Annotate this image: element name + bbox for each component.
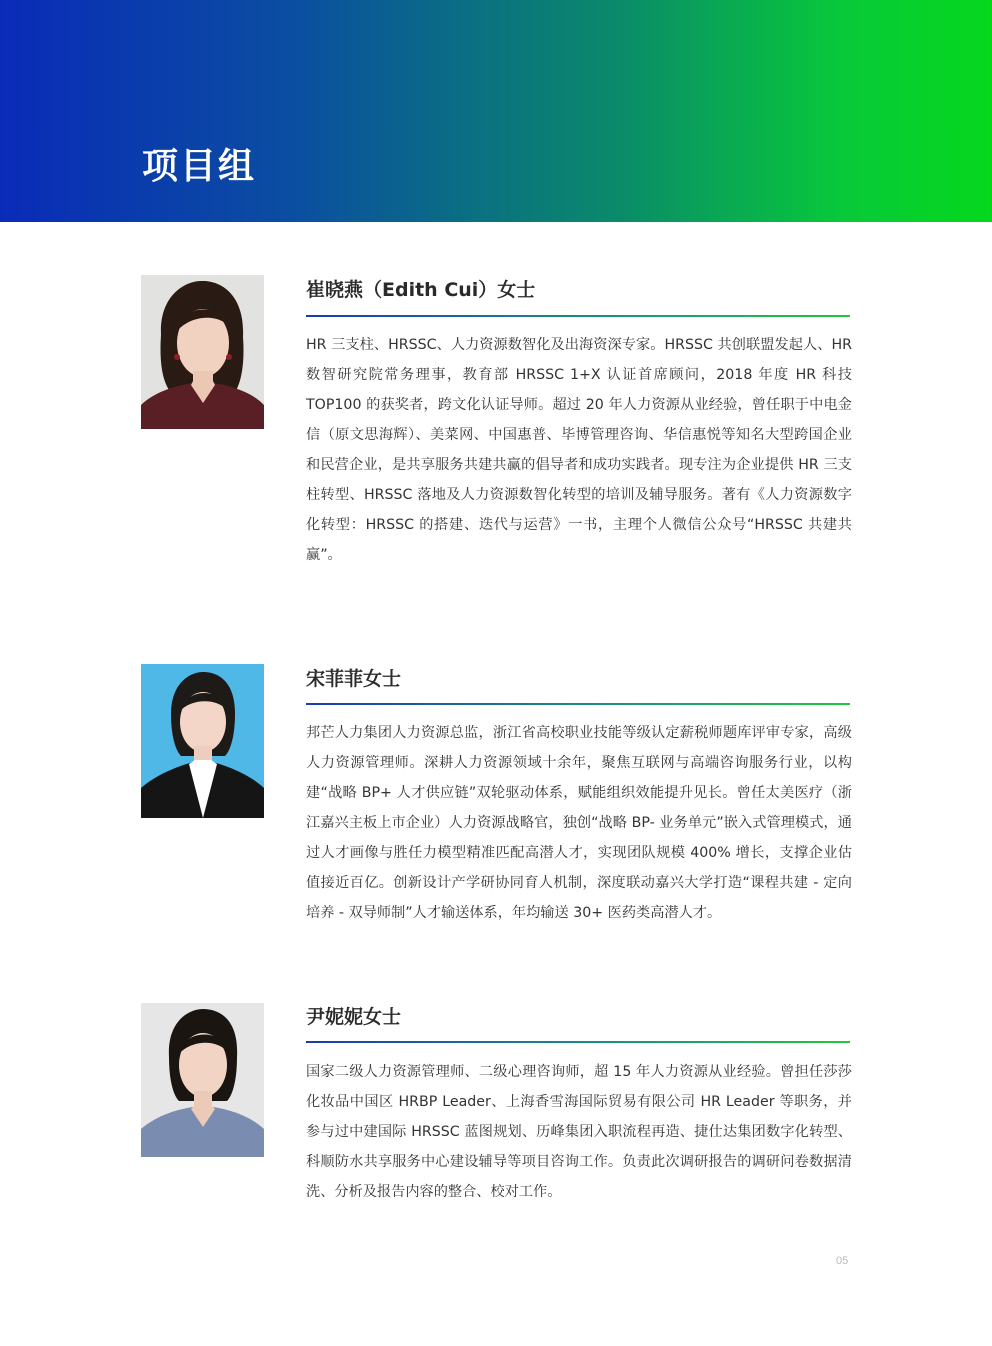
name-divider — [306, 1041, 850, 1043]
page-header — [0, 0, 992, 222]
profile-bio: 邦芒人力集团人力资源总监，浙江省高校职业技能等级认定薪税师题库评审专家，高级人力资源管理师。深耕人力资源领域十余年，聚焦互联网与高端咨询服务行业，以构建“战略 BP+ 人才供应链”双轮驱动体系，赋能组织效能提升见长。曾任太美医疗（浙江嘉兴主板上市企业）人力资源战略官，独创“战略 BP- 业务单元”嵌入式管理模式，通过人才画像与胜任力模型精准匹配高潜人才，实现团队规模 400% 增长，支撑企业估值接近百亿。创新设计产学研协同育人机制，深度联动嘉兴大学打造“课程共建 - 定向培养 - 双导师制”人才输送体系，年均输送 30+ 医药类高潜人才。 — [306, 725, 852, 921]
profile-bio: 国家二级人力资源管理师、二级心理咨询师，超 15 年人力资源从业经验。曾担任莎莎化妆品中国区 HRBP Leader、上海香雪海国际贸易有限公司 HR Leader 等职务，并参与过中建国际 HRSSC 蓝图规划、历峰集团入职流程再造、捷仕达集团数字化转型、科顺防水共享服务中心建设辅导等项目咨询工作。负责此次调研报告的调研问卷数据清洗、分析及报告内容的整合、校对工作。 — [306, 1064, 852, 1200]
profile-name: 尹妮妮女士 — [306, 1006, 402, 1028]
portrait-photo — [141, 664, 264, 818]
portrait-photo — [141, 1003, 264, 1157]
profile-name: 崔晓燕（Edith Cui）女士 — [306, 279, 536, 301]
portrait-photo-icon — [141, 275, 264, 429]
profile-bio: HR 三支柱、HRSSC、人力资源数智化及出海资深专家。HRSSC 共创联盟发起人、HR 数智研究院常务理事，教育部 HRSSC 1+X 认证首席顾问，2018 年度 HR 科技 TOP100 的获奖者，跨文化认证导师。超过 20 年人力资源从业经验，曾任职于中电金信（原文思海辉）、美菜网、中国惠普、毕博管理咨询、华信惠悦等知名大型跨国企业和民营企业，是共享服务共建共赢的倡导者和成功实践者。现专注为企业提供 HR 三支柱转型、HRSSC 落地及人力资源数智化转型的培训及辅导服务。著有《人力资源数字化转型：HRSSC 的搭建、迭代与运营》一书，主理个人微信公众号“HRSSC 共建共赢”。 — [306, 337, 852, 563]
profile-name: 宋菲菲女士 — [306, 668, 402, 690]
profile-card — [0, 1002, 992, 1222]
name-divider — [306, 315, 850, 317]
page-number: 05 — [836, 1255, 849, 1267]
page-title: 项目组 — [142, 146, 257, 187]
portrait-photo — [141, 275, 264, 429]
profile-card — [0, 664, 992, 944]
portrait-photo-icon — [141, 1003, 264, 1157]
name-divider — [306, 703, 850, 705]
profile-card — [0, 275, 992, 595]
portrait-photo-icon — [141, 664, 264, 818]
